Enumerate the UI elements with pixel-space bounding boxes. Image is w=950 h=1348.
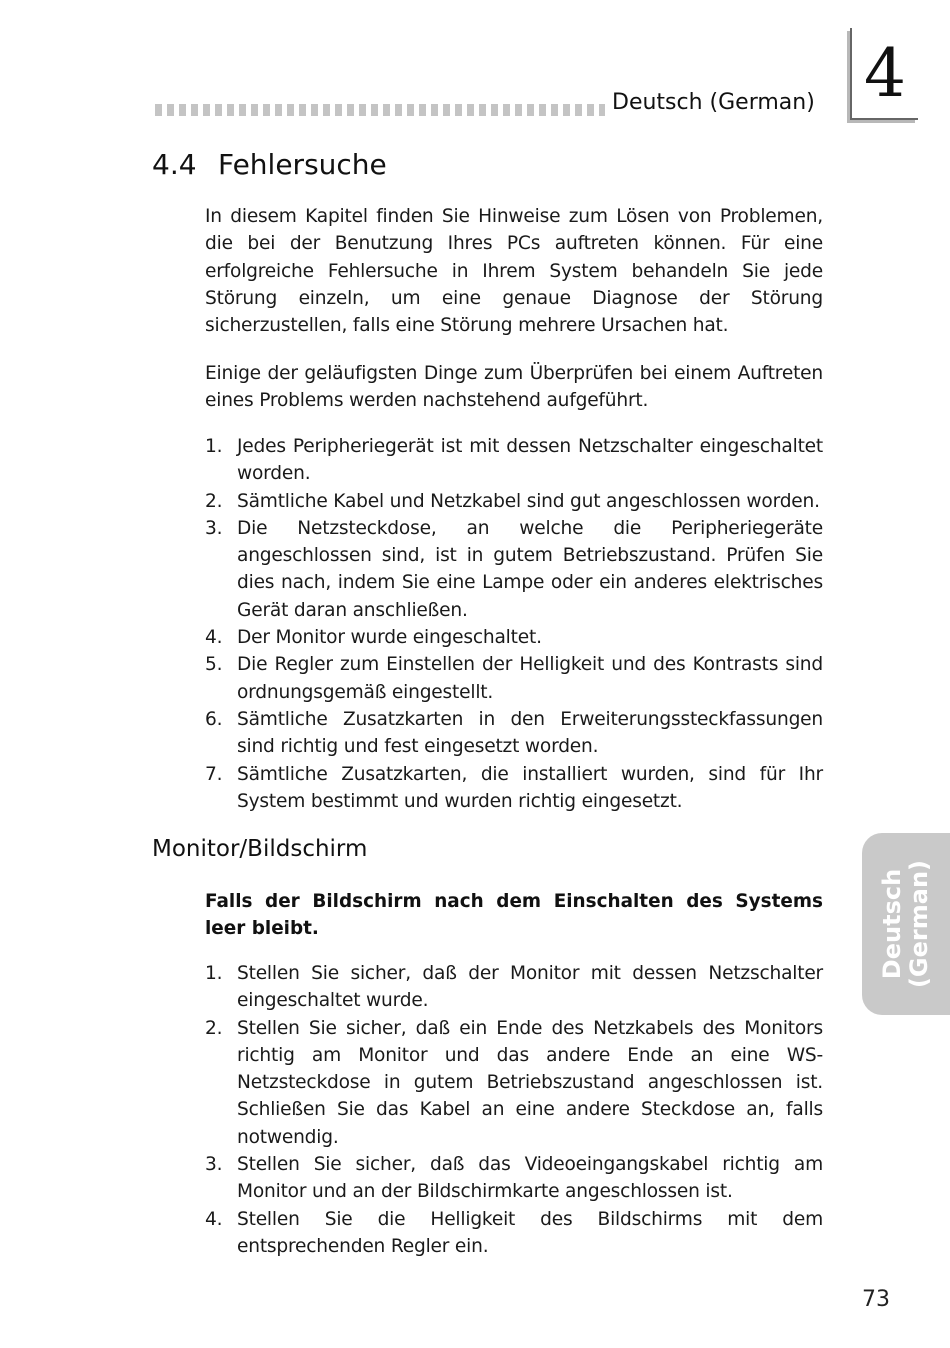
- intro-paragraph: In diesem Kapitel finden Sie Hinweise zum Lösen von Problemen, die bei der Benutzung Ihres PCs auftreten können. Für eine erfolgreiche Fehlersuche in Ihrem System behandeln Sie jede Störung einzeln, um eine genaue Diagnose der Störung sicherzustellen, falls eine Störung mehrere Ursachen hat.: [205, 206, 823, 337]
- list-item: [205, 651, 823, 706]
- list-text: Die Netzsteckdose, an welche die Peripheriegeräte angeschlossen sind, ist in gutem Betriebszustand. Prüfen Sie dies nach, indem Sie eine Lampe oder ein anderes elektrisches Gerät daran anschließen.: [237, 517, 823, 621]
- list-item: [205, 706, 823, 761]
- list-number: 2.: [205, 1017, 223, 1039]
- list-item: [205, 515, 823, 624]
- list-item: [205, 761, 823, 816]
- chapter-marker: [850, 28, 918, 120]
- intro-paragraph-2: Einige der geläufigsten Dinge zum Überprüfen bei einem Auftreten eines Problems werden nachstehend aufgeführt.: [205, 363, 823, 412]
- list-item: [205, 624, 823, 651]
- list-text: Stellen Sie die Helligkeit des Bildschirms mit dem entsprechenden Regler ein.: [237, 1208, 823, 1257]
- list-number: 7.: [205, 763, 223, 785]
- header-dot-rule: [155, 104, 605, 116]
- list-item: [205, 1015, 823, 1151]
- list-number: 6.: [205, 708, 223, 730]
- side-tab-line1: Deutsch: [878, 868, 906, 980]
- side-tab-text: [879, 839, 933, 1009]
- page-number: 73: [862, 1287, 890, 1312]
- monitor-heading: Monitor/Bildschirm: [152, 836, 368, 862]
- list-item: [205, 488, 823, 515]
- list-number: 5.: [205, 654, 223, 676]
- list-text: Die Regler zum Einstellen der Helligkeit und des Kontrasts sind ordnungsgemäß eingestellt.: [237, 654, 823, 703]
- list-text: Sämtliche Kabel und Netzkabel sind gut angeschlossen worden.: [237, 490, 820, 512]
- list-number: 1.: [205, 963, 223, 984]
- list-text: Sämtliche Zusatzkarten in den Erweiterungssteckfassungen sind richtig und fest eingesetzt worden.: [237, 708, 823, 758]
- list-text: Stellen Sie sicher, daß der Monitor mit dessen Netzschalter eingeschaltet wurde.: [237, 963, 823, 1012]
- list-text: Stellen Sie sicher, daß ein Ende des Netzkabels des Monitors richtig am Monitor und das andere Ende an eine WS-Netzsteckdose in gutem Betriebszustand angeschlossen ist. Schließen Sie das Kabel an eine andere Steckdose an, falls notwendig.: [237, 1017, 823, 1148]
- list-text: Der Monitor wurde eingeschaltet.: [237, 627, 542, 649]
- list-item: [205, 433, 823, 488]
- list-text: Sämtliche Zusatzkarten, die installiert wurden, sind für Ihr System bestimmt und wurden richtig eingesetzt.: [237, 763, 823, 812]
- monitor-steps: [205, 960, 823, 1260]
- language-side-tab: [862, 833, 950, 1015]
- list-text: Jedes Peripheriegerät ist mit dessen Netzschalter eingeschaltet worden.: [237, 436, 823, 485]
- list-number: 4.: [205, 1208, 223, 1230]
- list-number: 3.: [205, 517, 223, 539]
- section-title-text: Fehlersuche: [218, 148, 387, 181]
- section-title: [152, 148, 387, 181]
- language-header: Deutsch (German): [612, 90, 815, 115]
- list-item: [205, 1206, 823, 1261]
- list-number: 1.: [205, 436, 223, 457]
- list-text: Stellen Sie sicher, daß das Videoeingangskabel richtig am Monitor und an der Bildschirmkarte angeschlossen ist.: [237, 1154, 823, 1203]
- checklist: [205, 433, 823, 815]
- list-item: [205, 960, 823, 1015]
- list-number: 2.: [205, 490, 223, 512]
- list-number: 4.: [205, 627, 223, 649]
- section-number: 4.4: [152, 148, 197, 181]
- chapter-number: 4: [864, 35, 906, 112]
- problem-statement: Falls der Bildschirm nach dem Einschalten des Systems leer bleibt.: [205, 891, 823, 939]
- list-item: [205, 1151, 823, 1206]
- list-number: 3.: [205, 1154, 223, 1176]
- side-tab-line2: (German): [905, 859, 933, 989]
